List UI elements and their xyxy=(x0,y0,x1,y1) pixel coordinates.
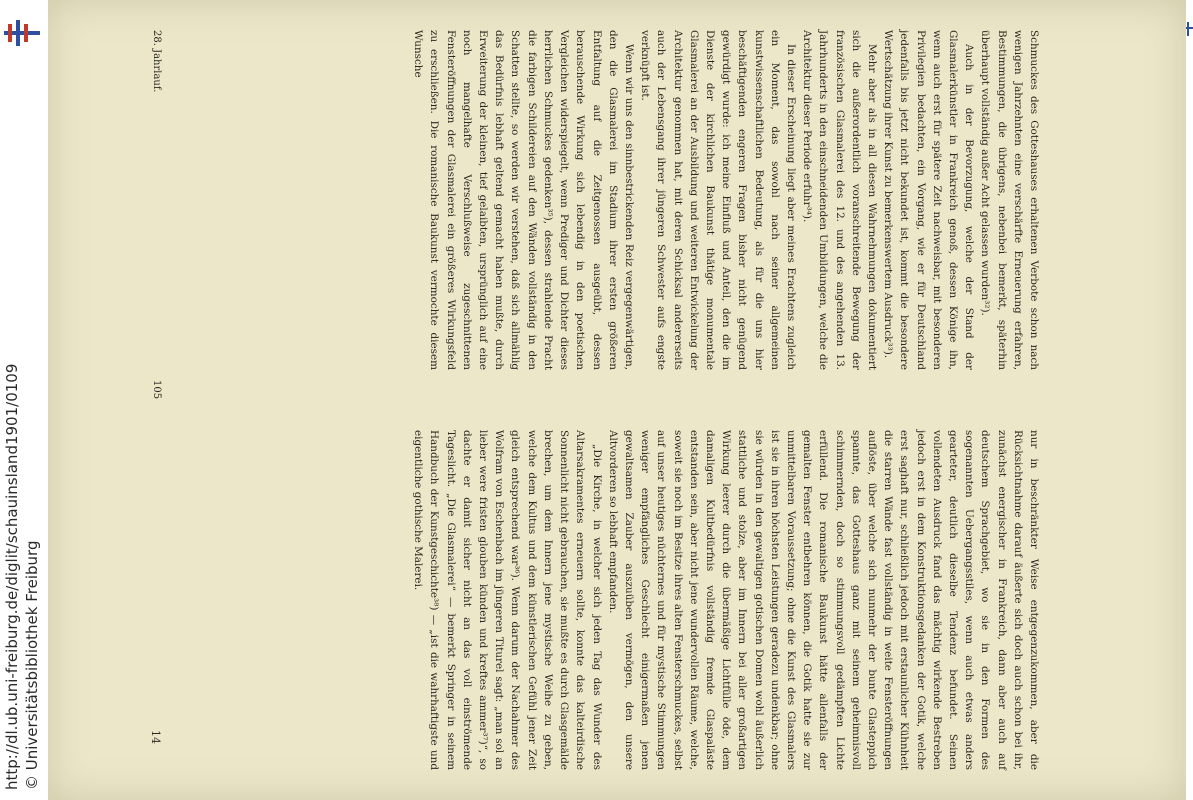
paragraph: In dieser Erscheinung liegt aber meines Erachtens zugleich ein Moment, das sowohl nach seiner allgemeinen kunstwissenschaftlichen Bedeutung, als für die uns hier beschäftigenden engeren Fragen bisher nicht genügend gewürdigt wurde: ich meine Einfluß und Anteil, den die im Dienste der kirchlichen Baukunst thätige monumentale Glasmalerei an der Ausbildung und weiteren Entwickelung der Architektur genommen hat, mit deren Schicksal andererseits auch der Lebensgang ihrer jüngeren Schwester aufs engste verknüpft ist. xyxy=(639,30,797,370)
watermark-copyright: © Universitätsbibliothek Freiburg xyxy=(23,540,41,790)
running-footer: 28. Jahrlauf. xyxy=(151,30,162,93)
watermark-url[interactable]: http://dl.ub.uni-freiburg.de/diglit/schauinsland1901/0109 xyxy=(3,363,21,790)
paragraph: nur in beschränkter Weise entgegenzukommen, aber die Rücksichtnahme darauf äußerte sich doch auch schon bei ihr, zunächst energischer in Frankreich, dann aber auch auf deutschem Sprachgebiet, wo sie in den Formen des sogenannten Uebergangsstiles, wenn auch etwas anders gearteter, deutlich dieselbe Tendenz befundet. Seinen vollendeten Ausdruck fand das mächtig wirkende Bestreben jedoch erst in dem Konstruktionsgedanken der Gotik, welche erst saghaft nur, schließlich jedoch mit erstaunlicher Kühnheit die starren Wände fast vollständig in weite Fensteröffnungen auflöste, über welche sich nunmehr der bunte Glasteppich spannte, das Gotteshaus ganz mit seinem geheimnisvoll schimmernden, doch so stimmungsvoll gedämpften Lichte erfüllend. Die romanische Baukunst hätte allenfalls der gemalten Fenster entbehren können, die Gotik hatte sie zur unmittelbaren Voraussetzung; ohne die Kunst des Glasmalers ist sie in ihren höchsten Leistungen geradezu undenkbar; ohne sie würden in den gewaltigen gotischen Domen wohl äußerlich stattliche und stolze, aber im Innern bei aller großartigen Wirkung leerer durch die übermäßige Lichtfülle öde, dem damaligen Kultbedürfnis vollständig fremde Glaspaläste entstanden sein, aber nicht jene wundervollen Räume, welche, soweit sie noch im Besitze ihres alten Fensterschmuckes, selbst auf unser heutiges nüchternes und für mystische Stimmungen weniger empfängliches Geschlecht einigermaßen jenen gewaltsamen Zauber auszuüben vermögen, den unsere Altvorderen so lebhaft empfanden. xyxy=(606,430,1040,770)
paragraph: Wenn wir uns den sinnbestrickenden Reiz vergegenwärtigen, den die Glasmalerei im Stadium ihrer ersten größeren Entfaltung auf die Zeitgenossen ausgeübt, dessen berauschende Wirkung sich lebendig in den poetischen Vergleichen widerspiegelt, wenn Prediger und Dichter dieses herrlichen Schmuckes gedenken³⁵), dessen strahlende Pracht die farbigen Schildereien auf den Wänden vollständig in den Schatten stellte, so werden wir verstehen, daß sich allmählig das Bedürfnis lebhaft geltend gemacht haben mußte, durch Erweiterung der kleinen, tief gelaibten, ursprünglich auf eine noch mangelhafte Verschlußweise zugeschnittenen Fensteröffnungen der Glasmalerei ein größeres Wirkungsfeld zu erschließen. Die romanische Baukunst vermochte diesem Wunsche xyxy=(412,30,635,370)
paragraph: „Die Kirche, in welcher sich jeden Tag das Wunder des Altarsakramentes erneuern sollte, konnte das kalteirdische Sonnenlicht nicht gebrauchen, sie mußte es durch Glasgemälde brechen, um dem Innern jene mystische Weihe zu geben, welche dem Kultus und dem künstlerischen Gefühl jener Zeit gleich entsprechend war³⁶). Wenn darum der Nachahmer des Wolfram von Eschenbach im jüngeren Titurel sagt: „man sol an lieber were fristen glouben künden und kreftes ammer³⁷)“, so dachte er damit sicher nicht an das voll einströmende Tageslicht. „Die Glasmalerei“ — bemerkt Springer in seinem Handbuch der Kunstgeschichte³⁸) — „ist die wahrhaftigste und eigentliche gothische Malerei. xyxy=(412,430,603,770)
library-logo-icon xyxy=(4,20,40,46)
page-number: 105 xyxy=(151,380,162,400)
signature-mark: 14 xyxy=(149,730,162,744)
right-column xyxy=(410,430,1042,770)
paragraph: Mehr aber als in all diesen Wahrnehmungen dokumentiert sich die außerordentlich voranschreitende Bewegung der französischen Glasmalerei des 12. und des angehenden 13. Jahrhunderts in den einschneidenden Umbildungen, welche die Architektur dieser Periode erfuhr³⁴). xyxy=(801,30,878,370)
paragraph: Auch in der Bevorzugung, welche der Stand der Glasmalerkünstler in Frankreich genoß, dessen Könige ihn, wenn auch erst für spätere Zeit nachweisbar, mit besonderen Privilegien bedachten, ein Vorgang, wie er für Deutschland jedenfalls bis jetzt nicht bekundet ist, kommt die besondere Wertschätzung ihrer Kunst zu bemerkenswertem Ausdruck³³). xyxy=(882,30,976,370)
page-edge xyxy=(1186,0,1193,800)
page-content xyxy=(120,30,1080,770)
watermark-text xyxy=(2,363,46,790)
corner-mark-icon xyxy=(1186,22,1193,36)
paragraph: Schmuckes des Gotteshauses erhaltenen Verbote schon nach wenigen Jahrzehnten eine verschärfte Erneuerung erfahren, Bestimmungen, die übrigens, nebenbei bemerkt, späterhin überhaupt vollständig außer Acht gelassen wurden³²). xyxy=(979,30,1040,370)
left-margin xyxy=(0,0,48,800)
left-column xyxy=(410,30,1042,370)
